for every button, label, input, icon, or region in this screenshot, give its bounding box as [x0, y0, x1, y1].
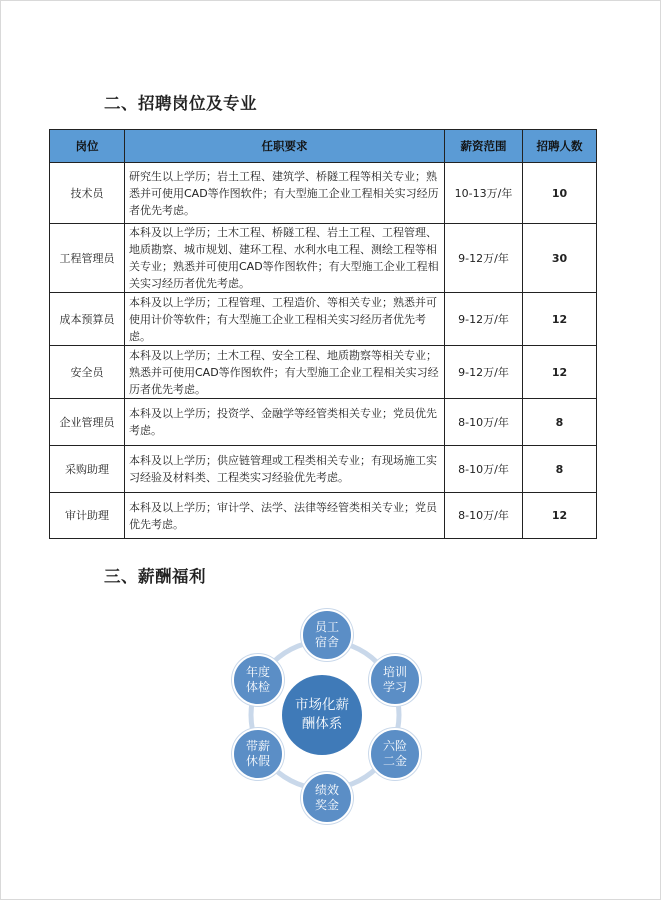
benefit-node-dormitory: [301, 609, 353, 661]
job-table: [49, 129, 597, 539]
cell-count: 8: [523, 399, 597, 446]
cell-position: 成本预算员: [50, 293, 125, 346]
cell-requirements: 本科及以上学历；投资学、金融学等经管类相关专业；党员优先考虑。: [125, 399, 445, 446]
center-label: 市场化薪酬体系: [295, 697, 349, 732]
benefit-label: 培训学习: [382, 665, 407, 694]
header-salary: 薪资范围: [445, 130, 523, 163]
table-header-row: [50, 130, 597, 163]
benefit-label: 绩效奖金: [314, 783, 339, 812]
center-node: [282, 675, 362, 755]
benefit-node-training: [369, 654, 421, 706]
cell-salary: 8-10万/年: [445, 399, 523, 446]
section-title-welfare: 三、薪酬福利: [104, 567, 206, 586]
welfare-diagram: [229, 609, 421, 829]
header-count: 招聘人数: [523, 130, 597, 163]
cell-count: 8: [523, 446, 597, 493]
table-row: [50, 446, 597, 493]
table-row: [50, 399, 597, 446]
cell-position: 工程管理员: [50, 224, 125, 293]
cell-count: 12: [523, 293, 597, 346]
table-row: [50, 293, 597, 346]
cell-requirements: 本科及以上学历；供应链管理或工程类相关专业；有现场施工实习经验及材料类、工程类实习经验优先考虑。: [125, 446, 445, 493]
header-position: 岗位: [50, 130, 125, 163]
cell-salary: 8-10万/年: [445, 446, 523, 493]
benefit-node-checkup: [232, 654, 284, 706]
table-row: [50, 224, 597, 293]
benefit-label: 六险二金: [382, 739, 407, 768]
benefit-node-insurance: [369, 728, 421, 780]
table-row: [50, 493, 597, 539]
cell-count: 10: [523, 163, 597, 224]
header-requirements: 任职要求: [125, 130, 445, 163]
cell-requirements: 本科及以上学历；工程管理、工程造价、等相关专业；熟悉并可使用计价等软件；有大型施工企业工程相关实习经历者优先考虑。: [125, 293, 445, 346]
benefit-label: 年度体检: [245, 665, 270, 694]
cell-salary: 9-12万/年: [445, 293, 523, 346]
section-title-recruitment: 二、招聘岗位及专业: [104, 94, 257, 113]
cell-requirements: 本科及以上学历；土木工程、安全工程、地质勘察等相关专业；熟悉并可使用CAD等作图软件；有大型施工企业工程相关实习经历者优先考虑。: [125, 346, 445, 399]
benefit-label: 员工宿舍: [314, 620, 339, 649]
table-row: [50, 163, 597, 224]
cell-count: 12: [523, 493, 597, 539]
cell-position: 技术员: [50, 163, 125, 224]
cell-count: 12: [523, 346, 597, 399]
cell-position: 审计助理: [50, 493, 125, 539]
cell-salary: 8-10万/年: [445, 493, 523, 539]
benefit-label: 带薪休假: [245, 739, 270, 768]
cell-salary: 9-12万/年: [445, 224, 523, 293]
cell-salary: 10-13万/年: [445, 163, 523, 224]
cell-position: 采购助理: [50, 446, 125, 493]
cell-salary: 9-12万/年: [445, 346, 523, 399]
table-row: [50, 346, 597, 399]
cell-requirements: 本科及以上学历；土木工程、桥隧工程、岩土工程、工程管理、地质勘察、城市规划、建环工程、水利水电工程、测绘工程等相关专业；熟悉并可使用CAD等作图软件；有大型施工企业工程相关实习经历者优先考虑。: [125, 224, 445, 293]
benefit-node-bonus: [301, 772, 353, 824]
cell-count: 30: [523, 224, 597, 293]
benefit-node-paid-leave: [232, 728, 284, 780]
cell-requirements: 研究生以上学历；岩土工程、建筑学、桥隧工程等相关专业；熟悉并可使用CAD等作图软件；有大型施工企业工程相关实习经历者优先考虑。: [125, 163, 445, 224]
cell-requirements: 本科及以上学历；审计学、法学、法律等经管类相关专业；党员优先考虑。: [125, 493, 445, 539]
cell-position: 安全员: [50, 346, 125, 399]
cell-position: 企业管理员: [50, 399, 125, 446]
